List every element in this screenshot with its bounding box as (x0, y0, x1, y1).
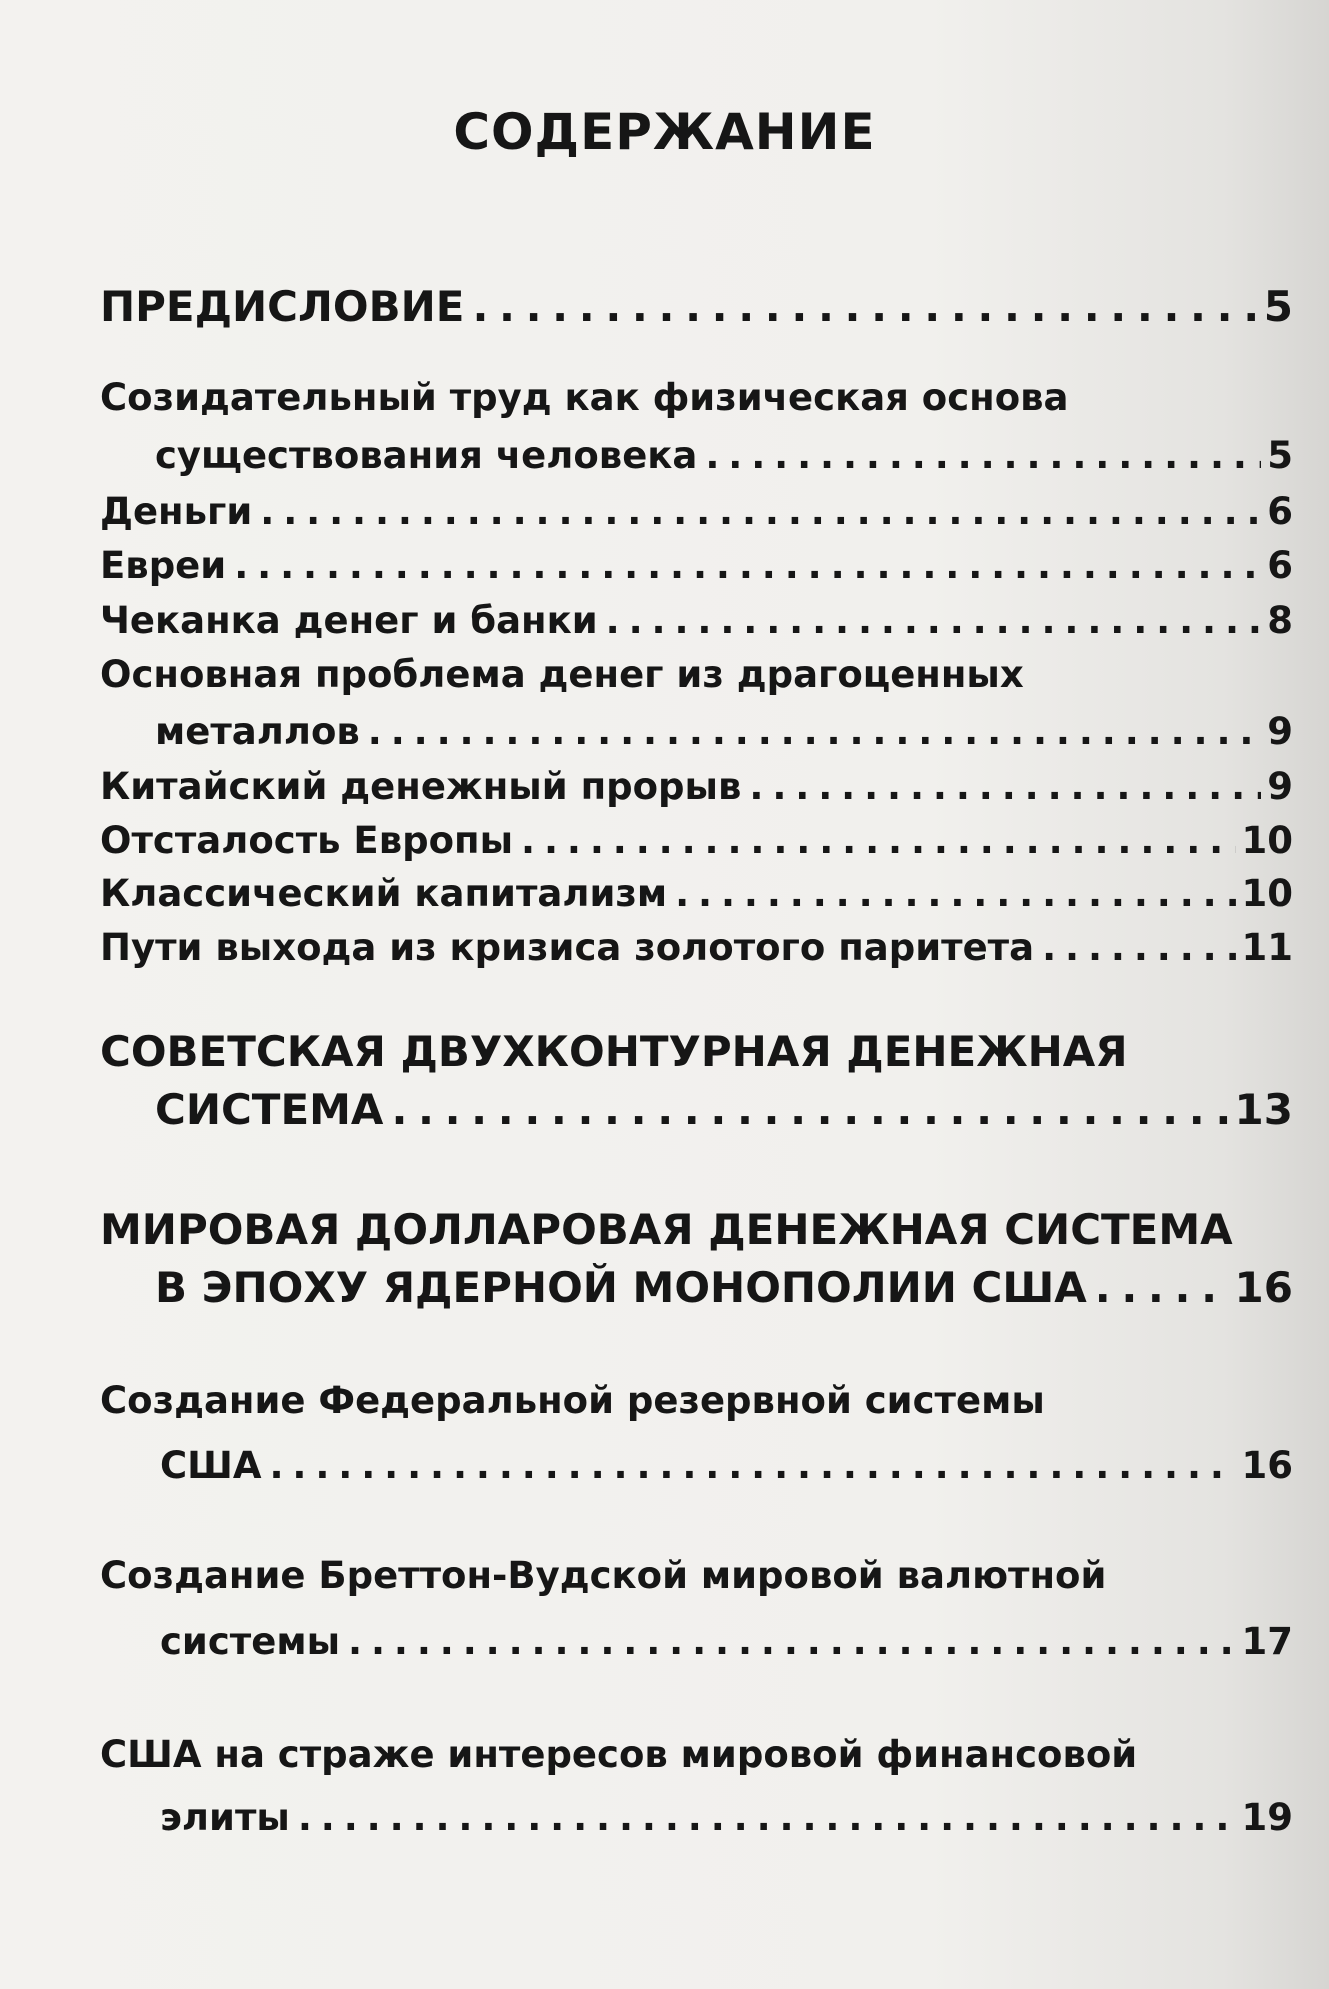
leader-dots (234, 536, 1261, 596)
toc-entry-title-cont: СИСТЕМА (155, 1085, 384, 1134)
toc-page-number: 16 (1234, 1263, 1293, 1312)
toc-page-number: 17 (1241, 1620, 1293, 1663)
toc-entry-creative-labor[interactable] (100, 426, 1293, 486)
toc-entry-title-cont: существования человека (155, 434, 698, 477)
leader-dots (705, 426, 1261, 486)
toc-page-number: 13 (1234, 1085, 1293, 1134)
leader-dots (368, 702, 1261, 762)
toc-entry-title: Деньги (100, 490, 253, 533)
toc-entry-title: Классический капитализм (100, 872, 668, 915)
leader-dots (521, 811, 1235, 871)
toc-entry-title: Пути выхода из кризиса золотого паритета (100, 926, 1035, 969)
toc-entry-precious-metals[interactable] (100, 702, 1293, 762)
leader-dots (270, 1436, 1236, 1496)
toc-entry-bretton-woods[interactable] (100, 1612, 1293, 1672)
toc-entry-preface[interactable] (100, 277, 1293, 337)
toc-page-number: 6 (1267, 490, 1293, 533)
leader-dots (675, 864, 1235, 924)
toc-entry-europe-backwardness[interactable] (100, 811, 1293, 871)
toc-entry-title: Китайский денежный прорыв (100, 765, 742, 808)
page-title: СОДЕРЖАНИЕ (453, 103, 876, 161)
leader-dots (391, 1080, 1228, 1140)
toc-page-number: 10 (1241, 872, 1293, 915)
toc-entry-title: Созидательный труд как физическая основа (100, 376, 1069, 419)
leader-dots (1042, 918, 1235, 978)
toc-entry-title: Создание Бреттон-Вудской мировой валютной (100, 1554, 1107, 1597)
toc-entry-title: Отсталость Европы (100, 819, 514, 862)
toc-entry-soviet-system[interactable] (100, 1080, 1293, 1140)
toc-page-number: 8 (1267, 599, 1293, 642)
toc-entry-classical-capitalism[interactable] (100, 864, 1293, 924)
toc-page-number: 9 (1267, 765, 1293, 808)
toc-entry-title-cont: элиты (160, 1796, 290, 1839)
toc-page-number: 5 (1267, 434, 1293, 477)
leader-dots (1095, 1258, 1229, 1318)
toc-entry-title: Евреи (100, 544, 227, 587)
leader-dots (606, 591, 1262, 651)
toc-page-number: 6 (1267, 544, 1293, 587)
toc-page-number: 19 (1241, 1796, 1293, 1839)
leader-dots (749, 757, 1261, 817)
toc-entry-title: ПРЕДИСЛОВИЕ (100, 282, 465, 331)
toc-entry-title-cont: США (160, 1444, 262, 1487)
toc-entry-dollar-system[interactable] (100, 1258, 1293, 1318)
toc-entry-chinese-breakthrough[interactable] (100, 757, 1293, 817)
toc-entry-title: СОВЕТСКАЯ ДВУХКОНТУРНАЯ ДЕНЕЖНАЯ (100, 1027, 1128, 1076)
toc-page-number: 10 (1241, 819, 1293, 862)
toc-page-number: 9 (1267, 710, 1293, 753)
toc-entry-title: США на страже интересов мировой финансовой (100, 1733, 1138, 1776)
leader-dots (348, 1612, 1235, 1672)
toc-entry-title: Создание Федеральной резервной системы (100, 1379, 1045, 1422)
toc-page-number: 11 (1241, 926, 1293, 969)
toc-entry-coinage[interactable] (100, 591, 1293, 651)
toc-entry-money[interactable] (100, 482, 1293, 542)
toc-entry-title-cont: системы (160, 1620, 341, 1663)
leader-dots (472, 277, 1257, 337)
toc-entry-title: Чеканка денег и банки (100, 599, 598, 642)
toc-entry-title-cont: металлов (155, 710, 360, 753)
toc-entry-financial-elite[interactable] (100, 1788, 1293, 1848)
toc-entry-federal-reserve[interactable] (100, 1436, 1293, 1496)
toc-entry-jews[interactable] (100, 536, 1293, 596)
toc-entry-title-cont: В ЭПОХУ ЯДЕРНОЙ МОНОПОЛИИ США (155, 1263, 1087, 1312)
toc-page-number: 5 (1263, 282, 1293, 331)
toc-entry-gold-parity-crisis[interactable] (100, 918, 1293, 978)
toc-entry-title: МИРОВАЯ ДОЛЛАРОВАЯ ДЕНЕЖНАЯ СИСТЕМА (100, 1205, 1233, 1254)
leader-dots (298, 1788, 1236, 1848)
leader-dots (260, 482, 1261, 542)
toc-page-number: 16 (1241, 1444, 1293, 1487)
toc-entry-title: Основная проблема денег из драгоценных (100, 653, 1024, 696)
